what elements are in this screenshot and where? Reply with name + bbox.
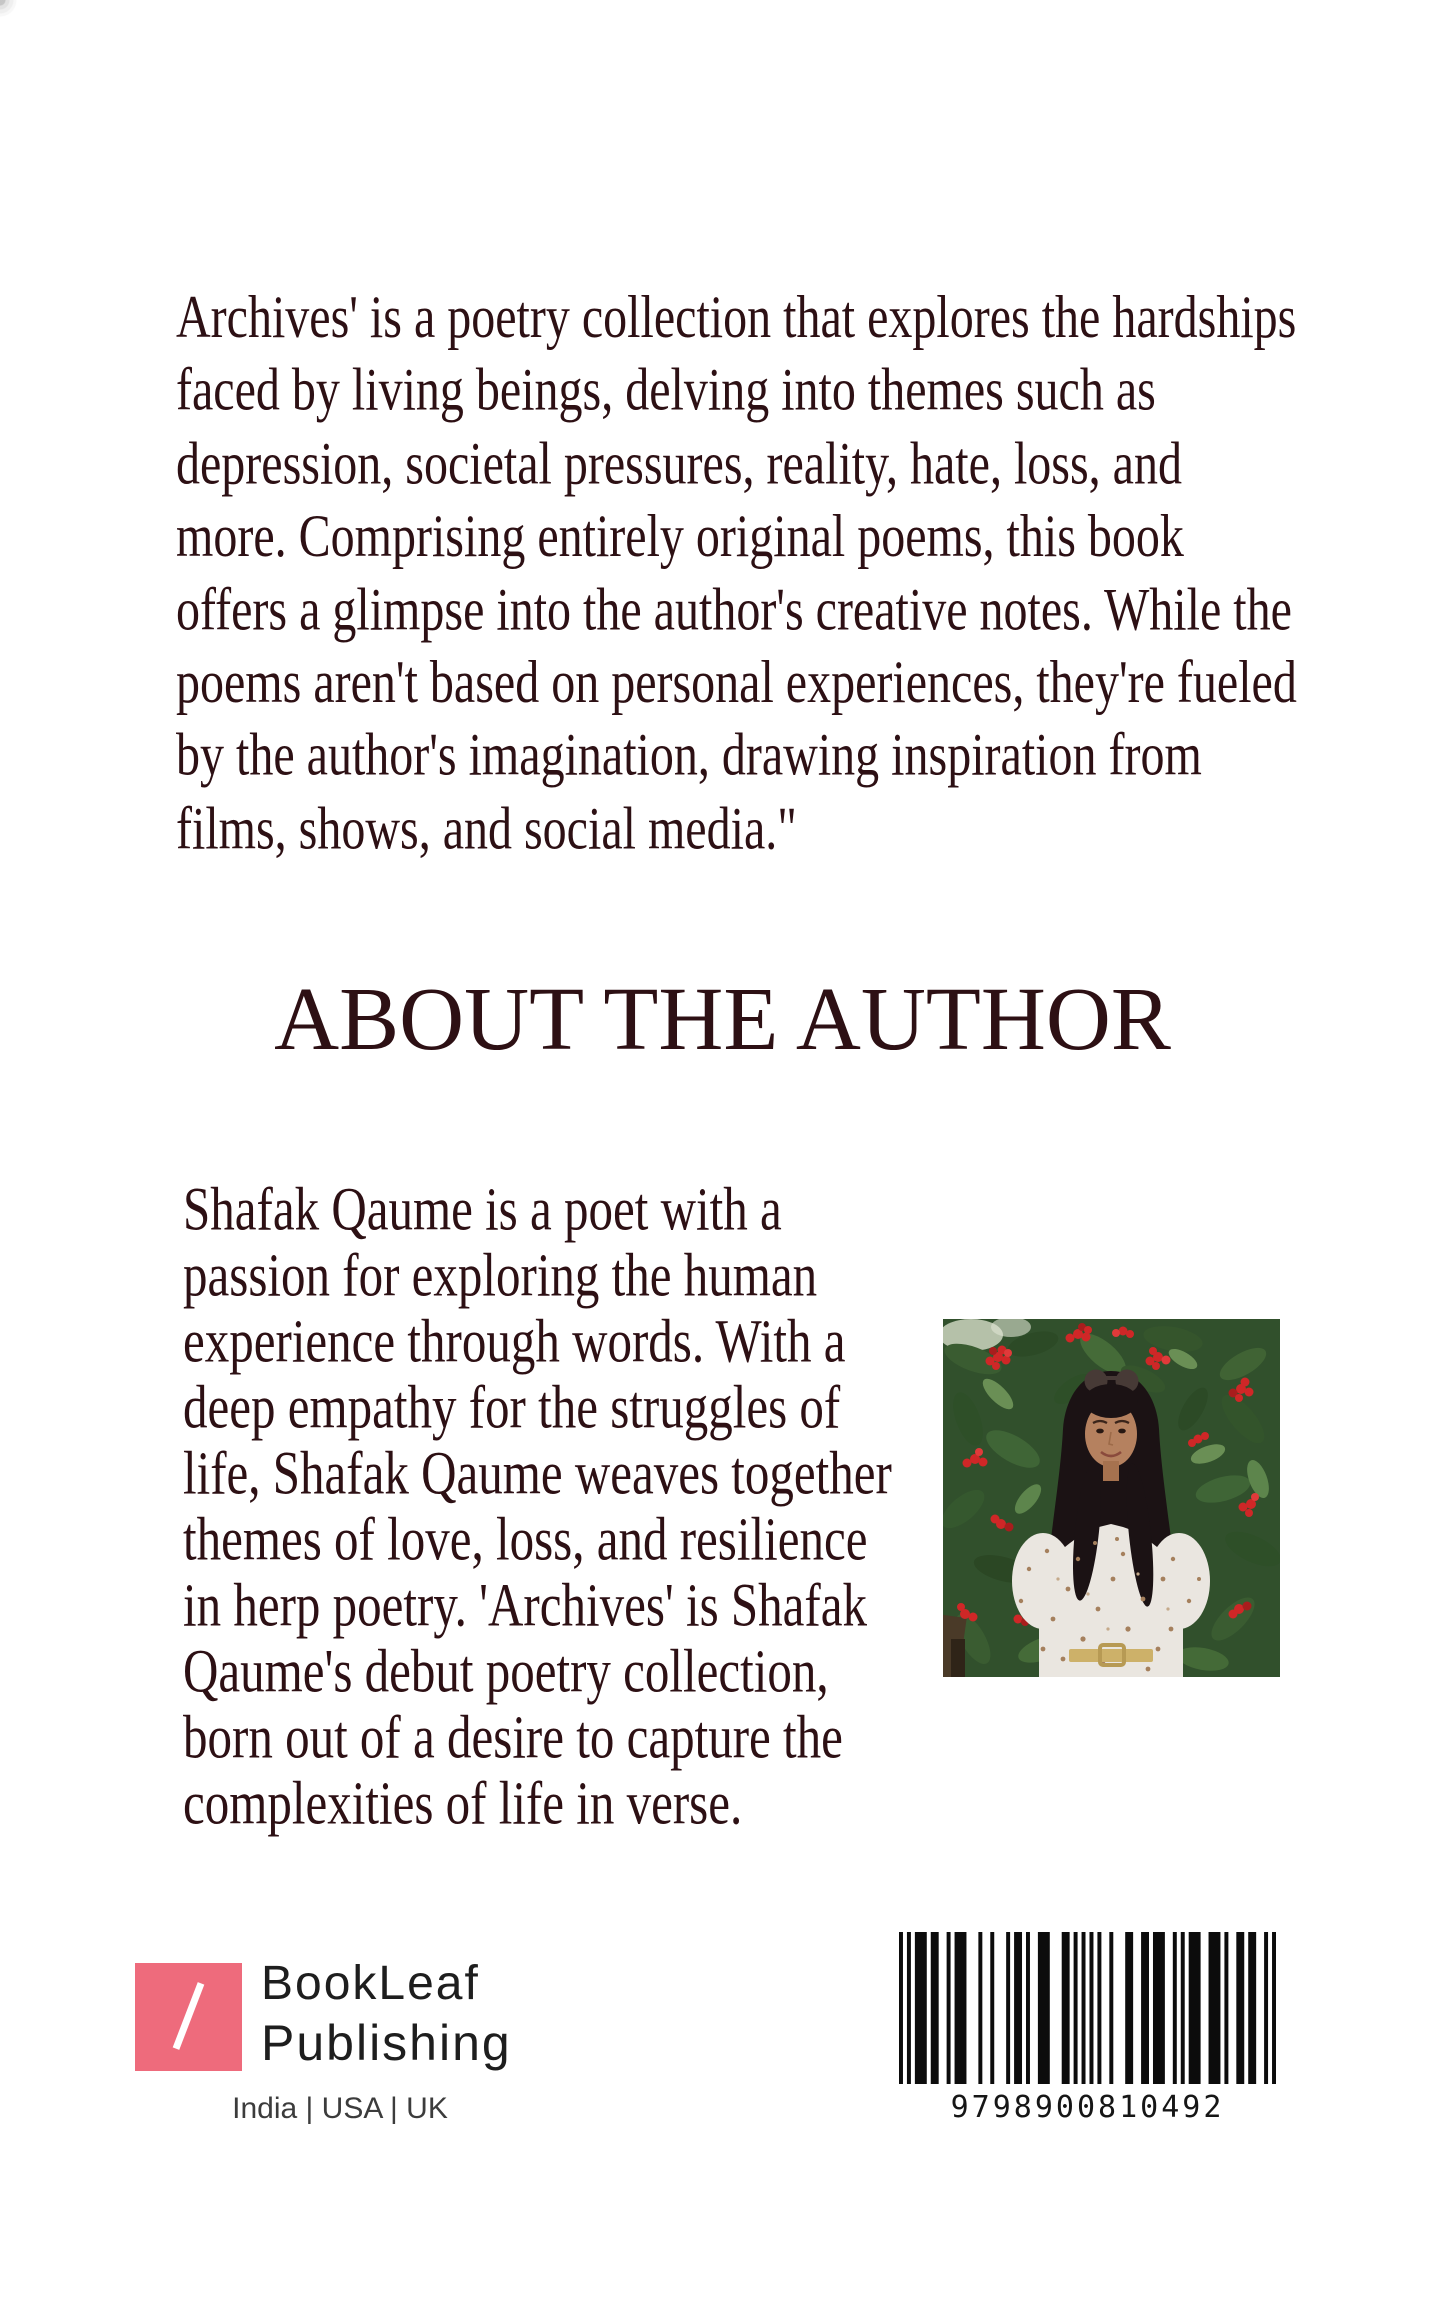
synopsis-line: films, shows, and social media." [176,795,797,862]
synopsis-line: more. Comprising entirely original poems, this book [176,503,1184,570]
bio-line: life, Shafak Qaume weaves together [183,1438,892,1508]
bio-line: Qaume's debut poetry collection, [183,1636,829,1706]
publisher-name-line2: Publishing [261,2015,512,2071]
book-synopsis [176,282,1376,866]
synopsis-line: faced by living beings, delving into themes such as [176,357,1156,424]
bio-line: Shafak Qaume is a poet with a [183,1174,782,1244]
synopsis-line: offers a glimpse into the author's creative notes. While the [176,576,1292,643]
isbn-barcode [899,1932,1276,2084]
publisher-name [261,1955,512,2073]
publisher-name-line1: BookLeaf [261,1957,480,2010]
author-bio [183,1176,963,1836]
synopsis-line: poems aren't based on personal experiences, they're fueled [176,649,1297,716]
synopsis-line: by the author's imagination, drawing inspiration from [176,722,1202,789]
about-the-author-heading: ABOUT THE AUTHOR [274,970,1171,1069]
bio-line: born out of a desire to capture the [183,1702,843,1772]
corner-shadow-decoration [0,0,48,48]
synopsis-line: depression, societal pressures, reality, hate, loss, and [176,430,1182,497]
publisher-regions: India | USA | UK [232,2092,448,2125]
bio-line: themes of love, loss, and resilience [183,1504,868,1574]
author-photo [943,1319,1280,1677]
publisher-logo [135,1963,242,2071]
bio-line: experience through words. With a [183,1306,846,1376]
bio-line: passion for exploring the human [183,1240,818,1310]
bio-line: in herp poetry. 'Archives' is Shafak [183,1570,867,1640]
synopsis-line: Archives' is a poetry collection that explores the hardships [176,284,1297,351]
isbn-number: 9798900810492 [950,2090,1225,2125]
bio-line: complexities of life in verse. [183,1768,743,1838]
slash-icon [173,1982,205,2050]
bio-line: deep empathy for the struggles of [183,1372,841,1442]
